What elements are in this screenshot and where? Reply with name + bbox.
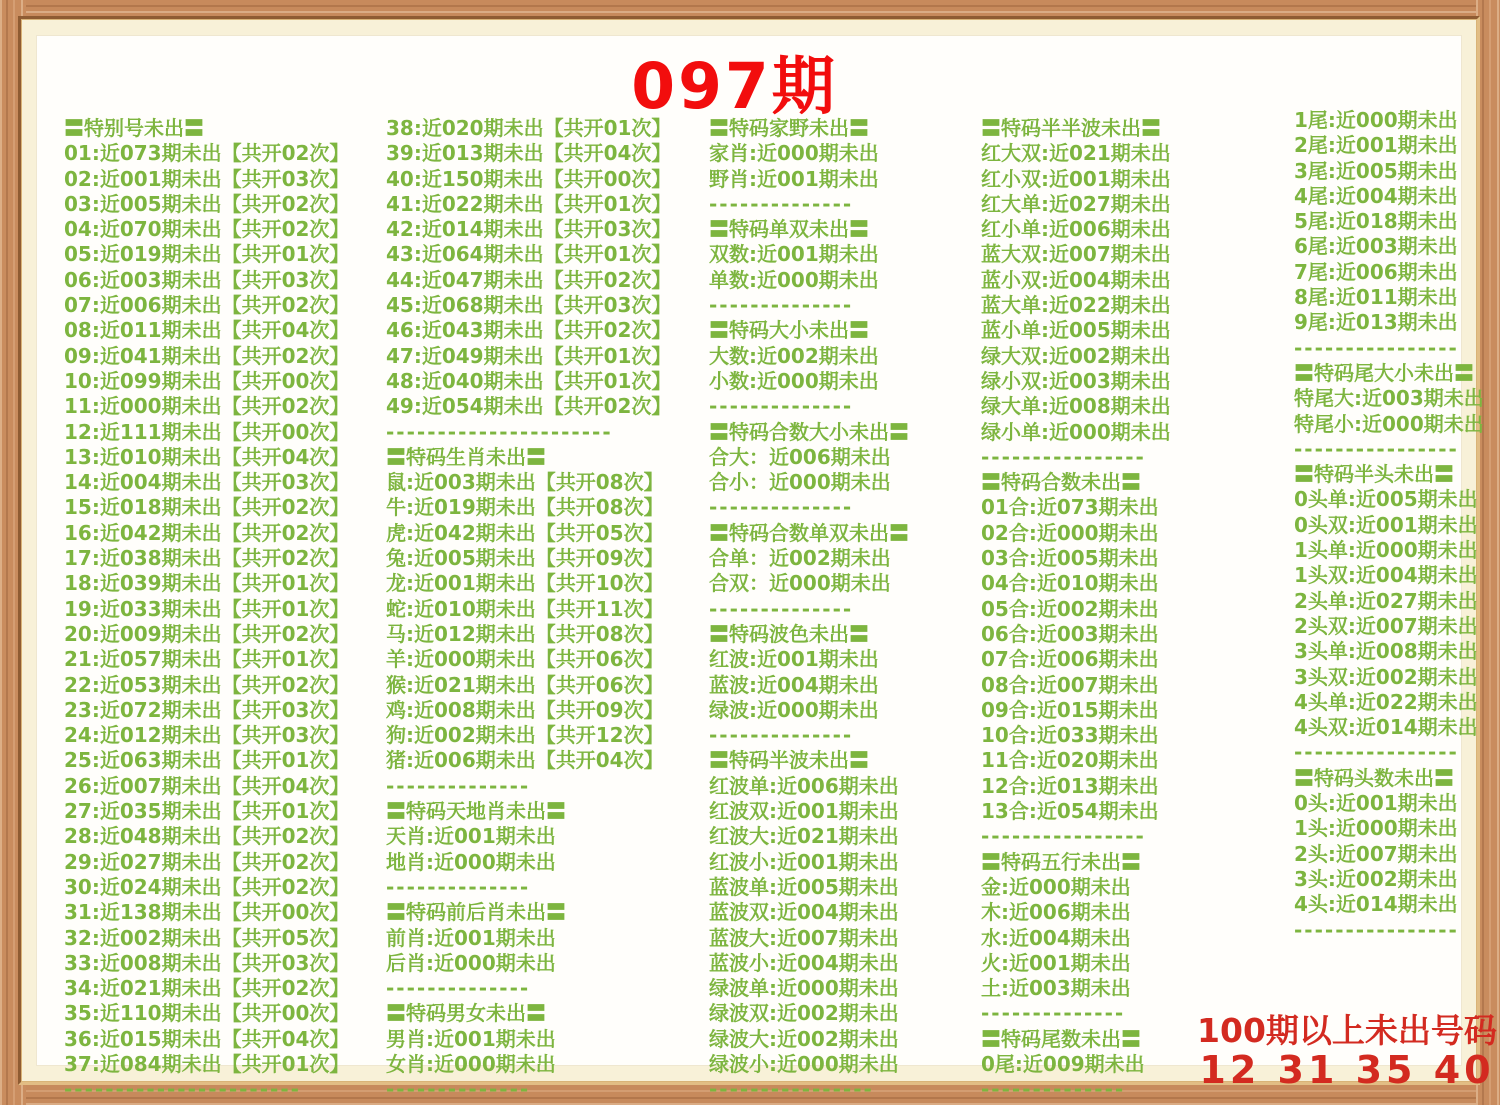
divider-dashes: -------------- bbox=[709, 191, 854, 216]
divider-dashes: -------------- bbox=[709, 394, 854, 419]
divider-dashes: ---------------- bbox=[1294, 436, 1459, 461]
divider-dashes: -------------- bbox=[386, 773, 531, 798]
stat-line: 蓝波:近004期未出 bbox=[709, 672, 879, 697]
section-header: 〓特码合数未出〓 bbox=[981, 470, 1141, 495]
stats-column-tails-heads bbox=[1294, 108, 1484, 943]
content-panel bbox=[36, 35, 1497, 1102]
stat-line: 4头单:近022期未出 bbox=[1294, 689, 1478, 714]
stat-line: 05合:近002期未出 bbox=[981, 596, 1159, 621]
stat-line: 蓝波单:近005期未出 bbox=[709, 874, 899, 899]
stat-line: 绿波大:近002期未出 bbox=[709, 1026, 899, 1051]
page-title: 097期 bbox=[631, 50, 838, 123]
stat-line: 后肖:近000期未出 bbox=[386, 950, 556, 975]
stat-line: 14:近004期未出【共开03次】 bbox=[64, 470, 350, 495]
stats-column-wave-color bbox=[709, 116, 909, 1103]
stat-line: 6尾:近003期未出 bbox=[1294, 234, 1458, 259]
stat-line: 1头单:近000期未出 bbox=[1294, 538, 1478, 563]
stat-line: 3头:近002期未出 bbox=[1294, 866, 1458, 891]
stat-line: 19:近033期未出【共开01次】 bbox=[64, 596, 350, 621]
stat-line: 45:近068期未出【共开03次】 bbox=[386, 293, 672, 318]
stat-line: 男肖:近001期未出 bbox=[386, 1026, 556, 1051]
stat-line: 37:近084期未出【共开01次】 bbox=[64, 1051, 350, 1076]
stat-line: 女肖:近000期未出 bbox=[386, 1051, 556, 1076]
section-header: 〓特码头数未出〓 bbox=[1294, 765, 1454, 790]
divider-dashes: ----------------------- bbox=[64, 1077, 301, 1102]
stat-line: 05:近019期未出【共开01次】 bbox=[64, 242, 350, 267]
section-header: 〓特码尾数未出〓 bbox=[981, 1026, 1141, 1051]
stat-line: 0头双:近001期未出 bbox=[1294, 512, 1478, 537]
divider-dashes: ---------------- bbox=[1294, 335, 1459, 360]
section-header: 〓特码单双未出〓 bbox=[709, 217, 869, 242]
stat-line: 41:近022期未出【共开01次】 bbox=[386, 191, 672, 216]
stat-line: 07合:近006期未出 bbox=[981, 647, 1159, 672]
stat-line: 蓝波大:近007期未出 bbox=[709, 925, 899, 950]
stat-line: 33:近008期未出【共开03次】 bbox=[64, 950, 350, 975]
stat-line: 绿波:近000期未出 bbox=[709, 697, 879, 722]
stat-line: 野肖:近001期未出 bbox=[709, 166, 879, 191]
stat-line: 特尾大:近003期未出 bbox=[1294, 386, 1484, 411]
divider-dashes: -------------- bbox=[709, 723, 854, 748]
stat-line: 3头单:近008期未出 bbox=[1294, 639, 1478, 664]
divider-dashes: ---------------- bbox=[1294, 740, 1459, 765]
stat-line: 12合:近013期未出 bbox=[981, 773, 1159, 798]
stat-line: 9尾:近013期未出 bbox=[1294, 310, 1458, 335]
stat-line: 绿小双:近003期未出 bbox=[981, 368, 1171, 393]
stat-line: 0头:近001期未出 bbox=[1294, 791, 1458, 816]
stat-line: 30:近024期未出【共开02次】 bbox=[64, 874, 350, 899]
stat-line: 39:近013期未出【共开04次】 bbox=[386, 141, 672, 166]
stat-line: 红波:近001期未出 bbox=[709, 647, 879, 672]
stat-line: 11合:近020期未出 bbox=[981, 748, 1159, 773]
stat-line: 双数:近001期未出 bbox=[709, 242, 879, 267]
stat-line: 7尾:近006期未出 bbox=[1294, 259, 1458, 284]
stat-line: 猴:近021期未出【共开06次】 bbox=[386, 672, 664, 697]
stat-line: 42:近014期未出【共开03次】 bbox=[386, 217, 672, 242]
section-header: 〓特码家野未出〓 bbox=[709, 116, 869, 140]
section-header: 〓特码大小未出〓 bbox=[709, 318, 869, 343]
stat-line: 47:近049期未出【共开01次】 bbox=[386, 343, 672, 368]
stat-line: 17:近038期未出【共开02次】 bbox=[64, 546, 350, 571]
stat-line: 4头:近014期未出 bbox=[1294, 892, 1458, 917]
mat-border bbox=[18, 16, 1497, 1102]
stat-line: 鼠:近003期未出【共开08次】 bbox=[386, 470, 664, 495]
stat-line: 兔:近005期未出【共开09次】 bbox=[386, 546, 664, 571]
stat-line: 03合:近005期未出 bbox=[981, 546, 1159, 571]
stat-line: 绿小单:近000期未出 bbox=[981, 419, 1171, 444]
stat-line: 35:近110期未出【共开00次】 bbox=[64, 1001, 350, 1026]
footer-overdue-label: 100期以上未出号码 bbox=[1197, 1011, 1497, 1050]
divider-dashes: -------------- bbox=[981, 1001, 1126, 1026]
stat-line: 04:近070期未出【共开02次】 bbox=[64, 217, 350, 242]
divider-dashes: -------------- bbox=[709, 596, 854, 621]
stat-line: 2头:近007期未出 bbox=[1294, 841, 1458, 866]
stat-line: 36:近015期未出【共开04次】 bbox=[64, 1026, 350, 1051]
stat-line: 水:近004期未出 bbox=[981, 925, 1131, 950]
stat-line: 鸡:近008期未出【共开09次】 bbox=[386, 697, 664, 722]
divider-dashes: -------------- bbox=[386, 1077, 531, 1102]
stat-line: 蓝大单:近022期未出 bbox=[981, 293, 1171, 318]
section-header: 〓特码男女未出〓 bbox=[386, 1001, 546, 1026]
stat-line: 5尾:近018期未出 bbox=[1294, 209, 1458, 234]
stat-line: 红大单:近027期未出 bbox=[981, 191, 1171, 216]
section-header: 〓特码前后肖未出〓 bbox=[386, 900, 566, 925]
stat-line: 08:近011期未出【共开04次】 bbox=[64, 318, 350, 343]
stat-line: 天肖:近001期未出 bbox=[386, 824, 556, 849]
stats-column-special-numbers bbox=[64, 116, 349, 1103]
section-header: 〓特码半头未出〓 bbox=[1294, 462, 1454, 487]
stat-line: 蓝波双:近004期未出 bbox=[709, 900, 899, 925]
stats-column-sum-elements bbox=[981, 116, 1171, 1103]
stat-line: 蓝波小:近004期未出 bbox=[709, 950, 899, 975]
stat-line: 2尾:近001期未出 bbox=[1294, 133, 1458, 158]
stat-line: 0尾:近009期未出 bbox=[981, 1051, 1145, 1076]
stat-line: 38:近020期未出【共开01次】 bbox=[386, 116, 672, 140]
stat-line: 红波双:近001期未出 bbox=[709, 799, 899, 824]
stat-line: 02合:近000期未出 bbox=[981, 520, 1159, 545]
stat-line: 28:近048期未出【共开02次】 bbox=[64, 824, 350, 849]
divider-dashes: -------------- bbox=[709, 293, 854, 318]
divider-dashes: ---------------- bbox=[981, 824, 1146, 849]
stat-line: 09合:近015期未出 bbox=[981, 697, 1159, 722]
stat-line: 合大：近006期未出 bbox=[709, 444, 891, 469]
stat-line: 特尾小:近000期未出 bbox=[1294, 411, 1484, 436]
stat-line: 03:近005期未出【共开02次】 bbox=[64, 191, 350, 216]
stat-line: 火:近001期未出 bbox=[981, 950, 1131, 975]
stat-line: 蓝小单:近005期未出 bbox=[981, 318, 1171, 343]
stat-line: 虎:近042期未出【共开05次】 bbox=[386, 520, 664, 545]
stat-line: 狗:近002期未出【共开12次】 bbox=[386, 723, 664, 748]
stat-line: 3头双:近002期未出 bbox=[1294, 664, 1478, 689]
stat-line: 11:近000期未出【共开02次】 bbox=[64, 394, 350, 419]
divider-dashes: -------------- bbox=[386, 874, 531, 899]
divider-dashes: ---------------- bbox=[981, 444, 1146, 469]
stat-line: 猪:近006期未出【共开04次】 bbox=[386, 748, 664, 773]
stat-line: 24:近012期未出【共开03次】 bbox=[64, 723, 350, 748]
stat-line: 蛇:近010期未出【共开11次】 bbox=[386, 596, 664, 621]
stat-line: 红小双:近001期未出 bbox=[981, 166, 1171, 191]
stat-line: 13合:近054期未出 bbox=[981, 799, 1159, 824]
section-header: 〓特码合数大小未出〓 bbox=[709, 419, 909, 444]
stat-line: 绿大双:近002期未出 bbox=[981, 343, 1171, 368]
section-header: 〓特码半半波未出〓 bbox=[981, 116, 1161, 140]
stat-line: 合双：近000期未出 bbox=[709, 571, 891, 596]
stat-line: 46:近043期未出【共开02次】 bbox=[386, 318, 672, 343]
stat-line: 蓝小双:近004期未出 bbox=[981, 267, 1171, 292]
stat-line: 绿大单:近008期未出 bbox=[981, 394, 1171, 419]
stat-line: 大数:近002期未出 bbox=[709, 343, 879, 368]
divider-dashes: ---------------- bbox=[709, 1077, 874, 1102]
stat-line: 13:近010期未出【共开04次】 bbox=[64, 444, 350, 469]
stat-line: 06合:近003期未出 bbox=[981, 621, 1159, 646]
stat-line: 马:近012期未出【共开08次】 bbox=[386, 621, 664, 646]
stat-line: 31:近138期未出【共开00次】 bbox=[64, 900, 350, 925]
divider-dashes: -------------- bbox=[981, 1077, 1126, 1102]
stat-line: 3尾:近005期未出 bbox=[1294, 158, 1458, 183]
stat-line: 21:近057期未出【共开01次】 bbox=[64, 647, 350, 672]
section-header: 〓特码天地肖未出〓 bbox=[386, 799, 566, 824]
section-header: 〓特码半波未出〓 bbox=[709, 748, 869, 773]
stat-line: 小数:近000期未出 bbox=[709, 368, 879, 393]
stat-line: 32:近002期未出【共开05次】 bbox=[64, 925, 350, 950]
stat-line: 合小：近000期未出 bbox=[709, 470, 891, 495]
stat-line: 绿波双:近002期未出 bbox=[709, 1001, 899, 1026]
stat-line: 合单：近002期未出 bbox=[709, 546, 891, 571]
divider-dashes: ---------------------- bbox=[386, 419, 613, 444]
stat-line: 红小单:近006期未出 bbox=[981, 217, 1171, 242]
stat-line: 20:近009期未出【共开02次】 bbox=[64, 621, 350, 646]
section-header: 〓特码尾大小未出〓 bbox=[1294, 360, 1474, 385]
stat-line: 前肖:近001期未出 bbox=[386, 925, 556, 950]
stat-line: 2头单:近027期未出 bbox=[1294, 588, 1478, 613]
stat-line: 34:近021期未出【共开02次】 bbox=[64, 976, 350, 1001]
stat-line: 15:近018期未出【共开02次】 bbox=[64, 495, 350, 520]
stat-line: 蓝大双:近007期未出 bbox=[981, 242, 1171, 267]
divider-dashes: -------------- bbox=[386, 976, 531, 1001]
section-header: 〓特别号未出〓 bbox=[64, 116, 204, 140]
stat-line: 2头双:近007期未出 bbox=[1294, 613, 1478, 638]
stat-line: 红波单:近006期未出 bbox=[709, 773, 899, 798]
stat-line: 4尾:近004期未出 bbox=[1294, 183, 1458, 208]
stat-line: 02:近001期未出【共开03次】 bbox=[64, 166, 350, 191]
stat-line: 土:近003期未出 bbox=[981, 976, 1131, 1001]
stat-line: 40:近150期未出【共开00次】 bbox=[386, 166, 672, 191]
section-header: 〓特码合数单双未出〓 bbox=[709, 520, 909, 545]
stat-line: 01合:近073期未出 bbox=[981, 495, 1159, 520]
stat-line: 07:近006期未出【共开02次】 bbox=[64, 293, 350, 318]
stat-line: 1头双:近004期未出 bbox=[1294, 563, 1478, 588]
stat-line: 29:近027期未出【共开02次】 bbox=[64, 849, 350, 874]
divider-dashes: ---------------- bbox=[1294, 917, 1459, 942]
stat-line: 红波大:近021期未出 bbox=[709, 824, 899, 849]
stat-line: 10合:近033期未出 bbox=[981, 723, 1159, 748]
stat-line: 10:近099期未出【共开00次】 bbox=[64, 368, 350, 393]
section-header: 〓特码五行未出〓 bbox=[981, 849, 1141, 874]
stat-line: 1头:近000期未出 bbox=[1294, 816, 1458, 841]
stat-line: 48:近040期未出【共开01次】 bbox=[386, 368, 672, 393]
stat-line: 04合:近010期未出 bbox=[981, 571, 1159, 596]
stat-line: 木:近006期未出 bbox=[981, 900, 1131, 925]
divider-dashes: -------------- bbox=[709, 495, 854, 520]
stat-line: 8尾:近011期未出 bbox=[1294, 285, 1458, 310]
stat-line: 红大双:近021期未出 bbox=[981, 141, 1171, 166]
stat-line: 0头单:近005期未出 bbox=[1294, 487, 1478, 512]
stat-line: 羊:近000期未出【共开06次】 bbox=[386, 647, 664, 672]
stat-line: 单数:近000期未出 bbox=[709, 267, 879, 292]
stat-line: 43:近064期未出【共开01次】 bbox=[386, 242, 672, 267]
stat-line: 26:近007期未出【共开04次】 bbox=[64, 773, 350, 798]
section-header: 〓特码生肖未出〓 bbox=[386, 444, 546, 469]
stat-line: 红波小:近001期未出 bbox=[709, 849, 899, 874]
section-header: 〓特码波色未出〓 bbox=[709, 621, 869, 646]
stat-line: 16:近042期未出【共开02次】 bbox=[64, 520, 350, 545]
footer-overdue-block bbox=[1197, 1012, 1497, 1090]
stat-line: 绿波单:近000期未出 bbox=[709, 976, 899, 1001]
stat-line: 49:近054期未出【共开02次】 bbox=[386, 394, 672, 419]
stat-line: 08合:近007期未出 bbox=[981, 672, 1159, 697]
stat-line: 23:近072期未出【共开03次】 bbox=[64, 697, 350, 722]
stat-line: 4头双:近014期未出 bbox=[1294, 715, 1478, 740]
stat-line: 09:近041期未出【共开02次】 bbox=[64, 343, 350, 368]
stat-line: 27:近035期未出【共开01次】 bbox=[64, 799, 350, 824]
stat-line: 25:近063期未出【共开01次】 bbox=[64, 748, 350, 773]
stat-line: 01:近073期未出【共开02次】 bbox=[64, 141, 350, 166]
stat-line: 44:近047期未出【共开02次】 bbox=[386, 267, 672, 292]
stat-line: 18:近039期未出【共开01次】 bbox=[64, 571, 350, 596]
stat-line: 金:近000期未出 bbox=[981, 874, 1131, 899]
stat-line: 06:近003期未出【共开03次】 bbox=[64, 267, 350, 292]
stat-line: 22:近053期未出【共开02次】 bbox=[64, 672, 350, 697]
footer-overdue-numbers: 12 31 35 40 bbox=[1199, 1048, 1495, 1092]
stat-line: 家肖:近000期未出 bbox=[709, 141, 879, 166]
stat-line: 龙:近001期未出【共开10次】 bbox=[386, 571, 664, 596]
stat-line: 地肖:近000期未出 bbox=[386, 849, 556, 874]
stat-line: 牛:近019期未出【共开08次】 bbox=[386, 495, 664, 520]
stat-line: 12:近111期未出【共开00次】 bbox=[64, 419, 350, 444]
stat-line: 1尾:近000期未出 bbox=[1294, 108, 1458, 132]
stat-line: 绿波小:近000期未出 bbox=[709, 1051, 899, 1076]
stats-column-numbers2-zodiac bbox=[386, 116, 671, 1103]
